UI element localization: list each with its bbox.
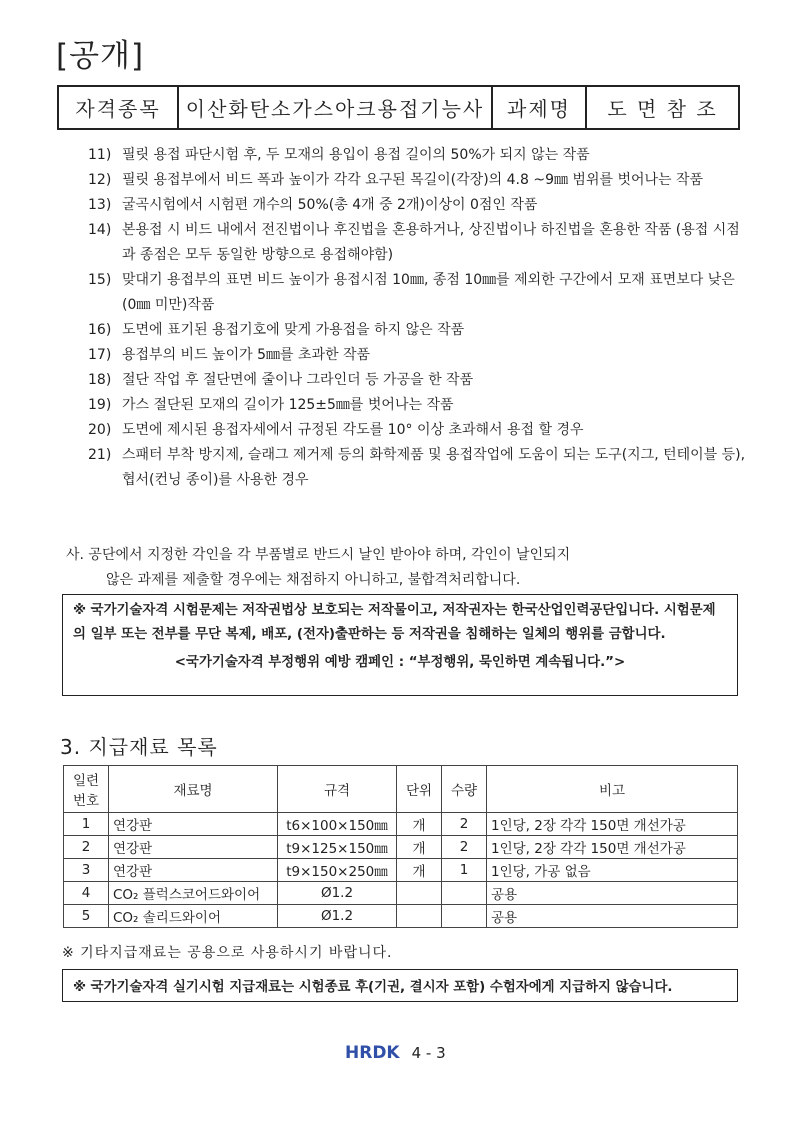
cell-remarks: 공용 (487, 905, 738, 928)
list-item (88, 418, 748, 443)
item-text: 도면에 제시된 용접자세에서 규정된 각도를 10° 이상 초과해서 용접 할 경우 (122, 422, 584, 438)
table-row (64, 905, 738, 928)
list-item (88, 143, 748, 168)
cell-remarks: 1인당, 2장 각각 150면 개선가공 (487, 813, 738, 836)
materials-notice-box (62, 969, 738, 1002)
item-number: 21) (88, 447, 112, 463)
col-header-spec: 규격 (278, 766, 397, 813)
cell-material: 연강판 (109, 859, 278, 882)
value-task-name: 도 면 참 조 (586, 86, 739, 129)
label-qualification: 자격종목 (58, 86, 178, 129)
cell-material: 연강판 (109, 813, 278, 836)
item-number: 19) (88, 397, 112, 413)
item-text: 스패터 부착 방지제, 슬래그 제거제 등의 화학제품 및 용접작업에 도움이 되는 도구(지그, 턴테이블 등), 협서(컨닝 종이)를 사용한 경우 (122, 447, 746, 488)
col-header-material: 재료명 (109, 766, 278, 813)
col-header-qty: 수량 (442, 766, 487, 813)
cell-unit: 개 (397, 836, 442, 859)
campaign-text: <국가기술자격 부정행위 예방 캠페인 : “부정행위, 묵인하면 계속됩니다.”> (174, 655, 626, 670)
cell-remarks: 공용 (487, 882, 738, 905)
item-text: 도면에 표기된 용접기호에 맞게 가용접을 하지 않은 작품 (122, 322, 465, 338)
cell-spec: t6×100×150㎜ (278, 813, 397, 836)
item-text: 본용접 시 비드 내에서 전진법이나 후진법을 혼용하거나, 상진법이나 하진법을 혼용한 작품 (용접 시점과 종점은 모두 동일한 방향으로 용접해야함) (122, 222, 740, 263)
list-item (88, 393, 748, 418)
list-item (88, 443, 748, 493)
item-text: 필릿 용접부에서 비드 폭과 높이가 각각 요구된 목길이(각장)의 4.8 ~9㎜ 범위를 벗어나는 작품 (122, 172, 704, 188)
table-header-row (64, 766, 738, 813)
item-number: 18) (88, 372, 112, 388)
cell-spec: t9×125×150㎜ (278, 836, 397, 859)
cell-serial: 3 (64, 859, 109, 882)
stamp-instruction-line1: 사. 공단에서 지정한 각인을 각 부품별로 반드시 날인 받아야 하며, 각인이 날인되지 (66, 547, 571, 563)
item-number: 17) (88, 347, 112, 363)
list-item (88, 318, 748, 343)
cell-serial: 1 (64, 813, 109, 836)
copyright-notice-box (62, 594, 738, 696)
value-qualification: 이산화탄소가스아크용접기능사 (178, 86, 492, 129)
label-task-name: 과제명 (492, 86, 586, 129)
item-text: 용접부의 비드 높이가 5㎜를 초과한 작품 (122, 347, 371, 363)
shared-materials-note: ※ 기타지급재료는 공용으로 사용하시기 바랍니다. (62, 945, 393, 961)
public-stamp: [공개] (56, 38, 145, 74)
cell-unit: 개 (397, 813, 442, 836)
item-text: 필릿 용접 파단시험 후, 두 모재의 용입이 용접 길이의 50%가 되지 않는 작품 (122, 147, 590, 163)
materials-notice-text: ※ 국가기술자격 실기시험 지급재료는 시험종료 후(기권, 결시자 포함) 수험자에게 지급하지 않습니다. (73, 980, 673, 995)
stamp-instruction-line2: 않은 과제를 제출할 경우에는 채점하지 아니하고, 불합격처리합니다. (106, 572, 521, 588)
item-text: 맞대기 용접부의 표면 비드 높이가 용접시점 10㎜, 종점 10㎜를 제외한 구간에서 모재 표면보다 낮은(0㎜ 미만)작품 (122, 272, 735, 313)
item-text: 절단 작업 후 절단면에 줄이나 그라인더 등 가공을 한 작품 (122, 372, 474, 388)
hrdk-logo: HRDK (345, 1043, 400, 1063)
page-footer (345, 1043, 446, 1063)
cell-unit (397, 905, 442, 928)
list-item (88, 168, 748, 193)
item-number: 20) (88, 422, 112, 438)
cell-qty: 2 (442, 813, 487, 836)
table-row (64, 859, 738, 882)
header-table (57, 85, 740, 130)
cell-spec: Ø1.2 (278, 882, 397, 905)
cell-spec: t9×150×250㎜ (278, 859, 397, 882)
table-row (64, 813, 738, 836)
disqualification-list (88, 143, 748, 493)
list-item (88, 343, 748, 368)
table-row (64, 836, 738, 859)
table-row (64, 882, 738, 905)
cell-unit (397, 882, 442, 905)
cell-remarks: 1인당, 2장 각각 150면 개선가공 (487, 836, 738, 859)
item-number: 13) (88, 197, 112, 213)
cell-serial: 5 (64, 905, 109, 928)
page-number: 4 - 3 (411, 1044, 446, 1062)
cell-material: 연강판 (109, 836, 278, 859)
list-item (88, 268, 748, 318)
item-number: 11) (88, 147, 112, 163)
item-number: 16) (88, 322, 112, 338)
cell-qty: 1 (442, 859, 487, 882)
cell-qty (442, 905, 487, 928)
cell-serial: 4 (64, 882, 109, 905)
materials-table (63, 765, 738, 928)
list-item (88, 218, 748, 268)
col-header-unit: 단위 (397, 766, 442, 813)
list-item (88, 368, 748, 393)
item-number: 15) (88, 272, 112, 288)
col-header-serial: 일련 번호 (64, 766, 109, 813)
cell-unit: 개 (397, 859, 442, 882)
section-title: 3. 지급재료 목록 (60, 735, 218, 759)
item-number: 12) (88, 172, 112, 188)
stamp-instruction (66, 543, 746, 593)
list-item (88, 193, 748, 218)
cell-material: CO₂ 플럭스코어드와이어 (109, 882, 278, 905)
col-header-remarks: 비고 (487, 766, 738, 813)
cell-serial: 2 (64, 836, 109, 859)
cell-remarks: 1인당, 가공 없음 (487, 859, 738, 882)
cell-qty (442, 882, 487, 905)
item-text: 가스 절단된 모재의 길이가 125±5㎜를 벗어나는 작품 (122, 397, 454, 413)
cell-qty: 2 (442, 836, 487, 859)
copyright-text: ※ 국가기술자격 시험문제는 저작권법상 보호되는 저작물이고, 저작권자는 한국산업인력공단입니다. 시험문제의 일부 또는 전부를 무단 복제, 배포, (전자)출판하는 등 저작권을 침해하는 일체의 행위를 금합니다. (73, 603, 716, 642)
cell-spec: Ø1.2 (278, 905, 397, 928)
item-number: 14) (88, 222, 112, 238)
cell-material: CO₂ 솔리드와이어 (109, 905, 278, 928)
item-text: 굴곡시험에서 시험편 개수의 50%(총 4개 중 2개)이상이 0점인 작품 (122, 197, 538, 213)
